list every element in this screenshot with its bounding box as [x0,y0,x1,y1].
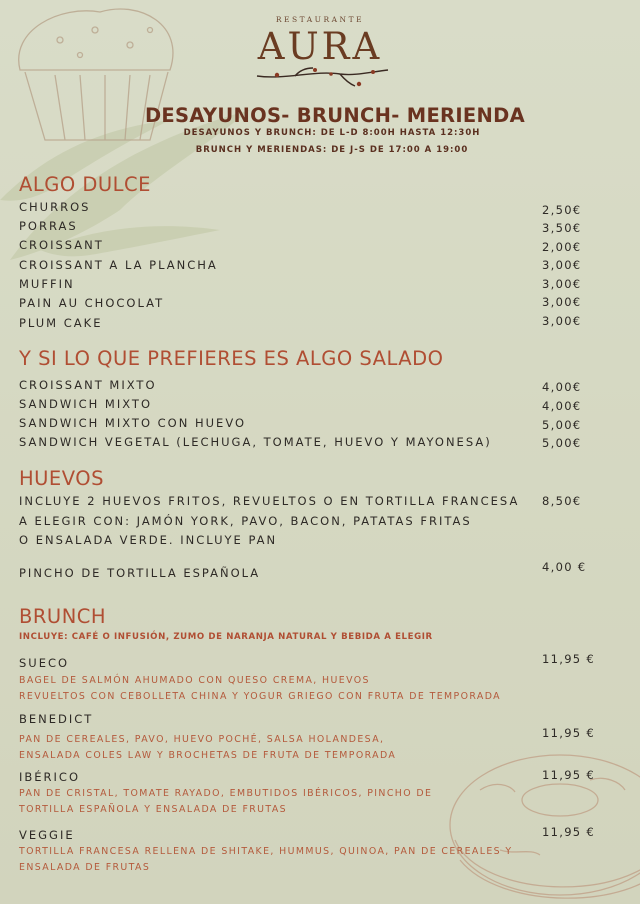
menu-item: PAIN AU CHOCOLAT [19,296,165,310]
item-description: PAN DE CRISTAL, TOMATE RAYADO, EMBUTIDOS IBÉRICOS, PINCHO DE [19,788,433,799]
menu-item: CHURROS [19,200,91,214]
huevos-line: INCLUYE 2 HUEVOS FRITOS, REVUELTOS O EN TORTILLA FRANCESA [19,494,520,508]
item-price: 4,00€ [542,399,582,413]
section-title-brunch: BRUNCH [19,605,107,628]
hours-line-2: BRUNCH Y MERIENDAS: DE J-S DE 17:00 A 19:00 [195,145,469,155]
branch-ornament-icon [255,66,390,88]
section-title-huevos: HUEVOS [19,467,104,490]
page-title: DESAYUNOS- BRUNCH- MERIENDA [144,104,526,127]
menu-item: PLUM CAKE [19,316,103,330]
item-price: 3,50€ [542,221,582,235]
restaurant-label: RESTAURANTE [275,15,365,24]
hours-line-1: DESAYUNOS Y BRUNCH: DE L-D 8:00H HASTA 12:30H [183,128,481,138]
menu-item: SANDWICH MIXTO [19,397,152,411]
brunch-note: INCLUYE: CAFÉ O INFUSIÓN, ZUMO DE NARANJA NATURAL Y BEBIDA A ELEGIR [19,632,433,642]
item-price: 4,00€ [542,380,582,394]
item-price: 2,00€ [542,240,582,254]
item-price: 3,00€ [542,295,582,309]
menu-item: CROISSANT A LA PLANCHA [19,258,218,272]
brunch-item-name: IBÉRICO [19,770,81,784]
menu-item: SANDWICH MIXTO CON HUEVO [19,416,247,430]
brunch-item-name: VEGGIE [19,828,75,842]
menu-item: CROISSANT MIXTO [19,378,157,392]
item-price: 4,00 € [542,560,587,574]
item-description: ENSALADA DE FRUTAS [19,862,151,873]
menu-item: PORRAS [19,219,78,233]
item-description: TORTILLA ESPAÑOLA Y ENSALADA DE FRUTAS [19,804,287,815]
brunch-item-name: SUECO [19,656,70,670]
brand-name: AURA [257,25,383,68]
huevos-line: O ENSALADA VERDE. INCLUYE PAN [19,533,278,547]
menu-item: MUFFIN [19,277,75,291]
item-description: TORTILLA FRANCESA RELLENA DE SHITAKE, HUMMUS, QUINOA, PAN DE CEREALES Y [19,846,513,857]
item-price: 5,00€ [542,418,582,432]
brunch-item-name: BENEDICT [19,712,94,726]
menu-item: CROISSANT [19,238,104,252]
item-description: ENSALADA COLES LAW Y BROCHETAS DE FRUTA DE TEMPORADA [19,750,397,761]
item-description: BAGEL DE SALMÓN AHUMADO CON QUESO CREMA, HUEVOS [19,675,370,686]
item-price: 3,00€ [542,258,582,272]
item-price: 11,95 € [542,726,595,740]
section-title-dulce: ALGO DULCE [19,173,151,196]
item-price: 11,95 € [542,768,595,782]
item-description: PAN DE CEREALES, PAVO, HUEVO POCHÉ, SALSA HOLANDESA, [19,734,385,745]
menu-item: SANDWICH VEGETAL (LECHUGA, TOMATE, HUEVO Y MAYONESA) [19,435,492,449]
item-price: 3,00€ [542,277,582,291]
huevos-line: A ELEGIR CON: JAMÓN YORK, PAVO, BACON, PATATAS FRITAS [19,514,472,528]
bagel-illustration [440,730,640,904]
item-price: 5,00€ [542,436,582,450]
item-price: 2,50€ [542,203,582,217]
item-price: 11,95 € [542,825,595,839]
item-price: 8,50€ [542,494,582,508]
item-price: 11,95 € [542,652,595,666]
menu-item: PINCHO DE TORTILLA ESPAÑOLA [19,566,261,580]
item-description: REVUELTOS CON CEBOLLETA CHINA Y YOGUR GRIEGO CON FRUTA DE TEMPORADA [19,691,501,702]
section-title-salado: Y SI LO QUE PREFIERES ES ALGO SALADO [19,347,444,370]
item-price: 3,00€ [542,314,582,328]
